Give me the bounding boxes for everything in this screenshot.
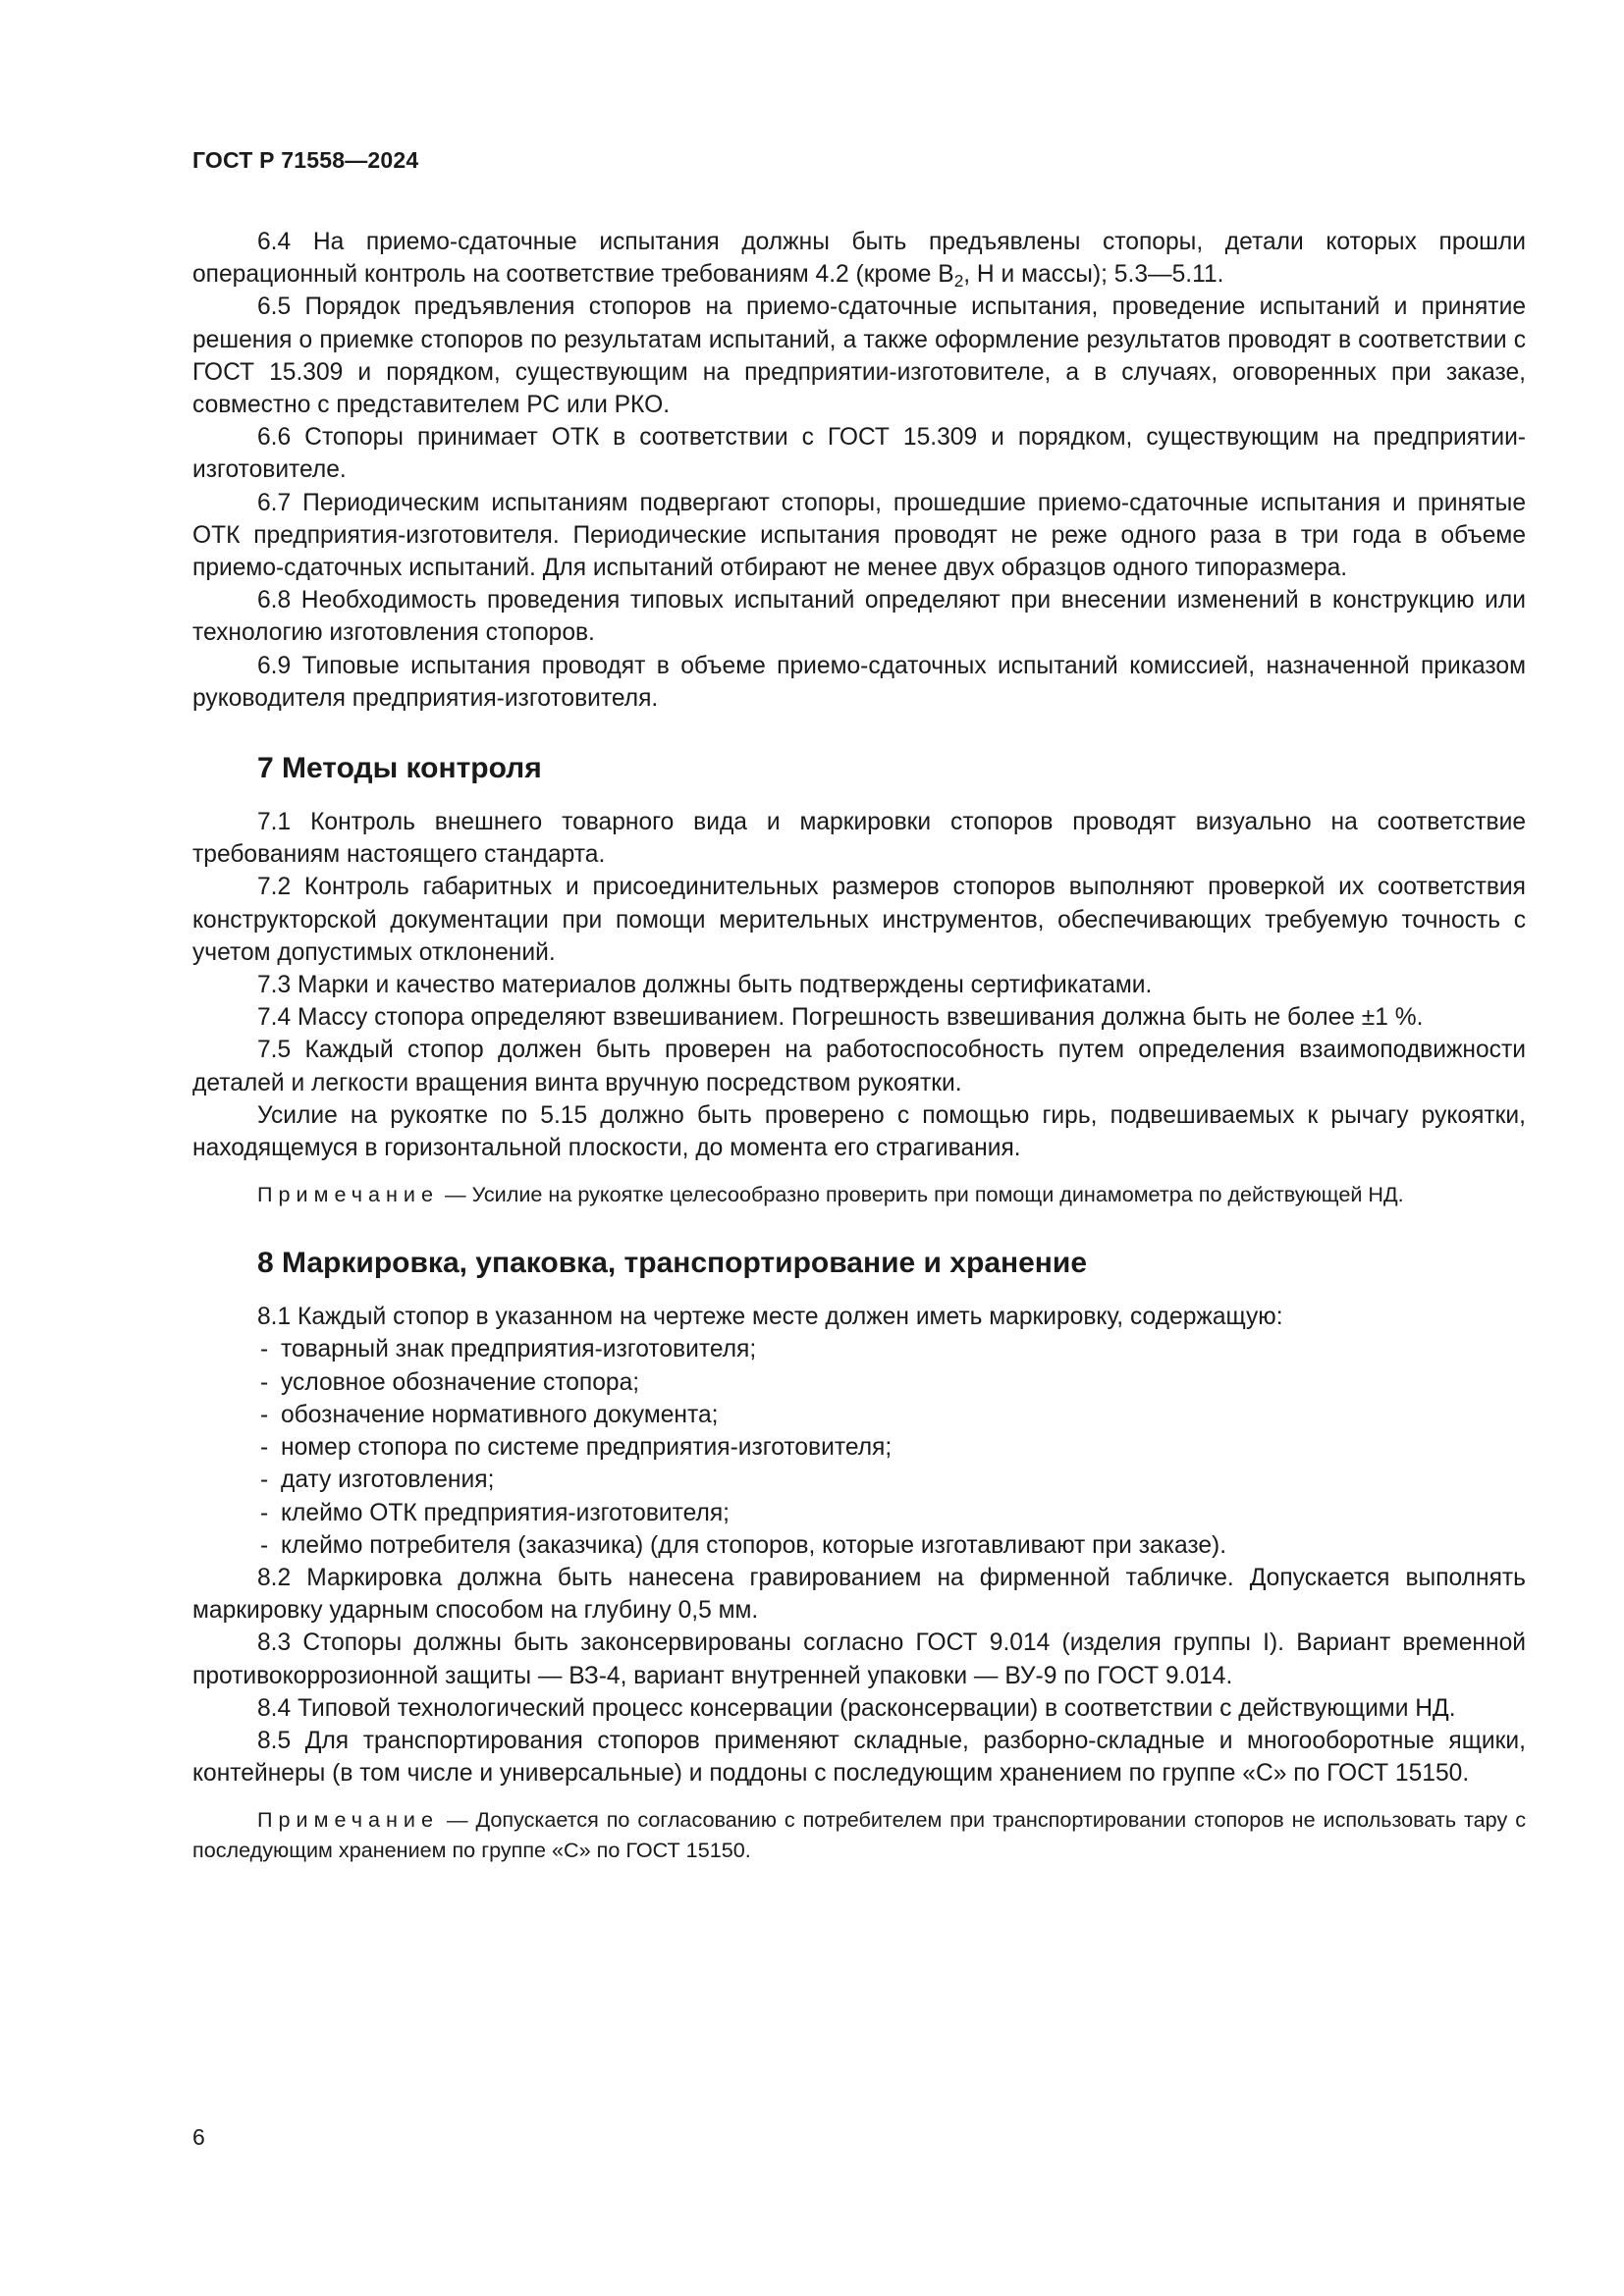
paragraph-6-8: 6.8 Необходимость проведения типовых испытаний определяют при внесении изменений в конструкцию или технологию изготовления стопоров.: [192, 587, 1526, 647]
list-item: - клеймо потребителя (заказчика) (для стопоров, которые изготавливают при заказе).: [260, 1531, 1227, 1559]
page-number: 6: [192, 2124, 205, 2150]
note-section-8: [192, 1804, 1526, 1865]
paragraph-6-9: 6.9 Типовые испытания проводят в объеме приемо-сдаточных испытаний комиссией, назначенной приказом руководителя предприятия-изготовителя.: [192, 652, 1526, 712]
paragraph-7-2: 7.2 Контроль габаритных и присоединительных размеров стопоров выполняют проверкой их соответствия конструкторской документации при помощи мерительных инструментов, обеспечивающих требуемую точность с учетом допустимых отклонений.: [192, 874, 1526, 966]
subscript-2: 2: [953, 271, 964, 292]
list-item: - номер стопора по системе предприятия-изготовителя;: [260, 1434, 893, 1462]
list-item: - дату изготовления;: [260, 1467, 495, 1494]
list-item: - клеймо ОТК предприятия-изготовителя;: [260, 1499, 730, 1526]
note-section-7: [192, 1179, 1526, 1209]
section-8-title: 8 Маркировка, упаковка, транспортирование и хранение: [257, 1247, 1088, 1280]
document-body: [192, 226, 1526, 1865]
note-text: — Допускается по согласованию с потребителем при транспортировании стопоров не использовать тару с последующим хранением по группе «С» по ГОСТ 15150.: [192, 1807, 1526, 1863]
document-page: [192, 0, 1526, 2296]
list-item: - товарный знак предприятия-изготовителя;: [260, 1336, 757, 1363]
document-code: ГОСТ Р 71558—2024: [192, 147, 419, 173]
list-item: - условное обозначение стопора;: [260, 1368, 640, 1396]
paragraph-7-3: 7.3 Марки и качество материалов должны быть подтверждены сертификатами.: [257, 972, 1153, 999]
paragraph-8-2: 8.2 Маркировка должна быть нанесена гравированием на фирменной табличке. Допускается выполнять маркировку ударным способом на глубину 0,5 мм.: [192, 1564, 1526, 1625]
paragraph-8-3: 8.3 Стопоры должны быть законсервированы согласно ГОСТ 9.014 (изделия группы I). Вариант временной противокоррозионной защиты — ВЗ-4, вариант внутренней упаковки — ВУ-9 по ГОСТ 9.014.: [192, 1629, 1526, 1689]
list-item: - обозначение нормативного документа;: [260, 1401, 719, 1428]
paragraph-7-1: 7.1 Контроль внешнего товарного вида и маркировки стопоров проводят визуально на соответствие требованиям настоящего стандарта.: [192, 809, 1526, 869]
paragraph-7-5-continued: Усилие на рукоятке по 5.15 должно быть проверено с помощью гирь, подвешиваемых к рычагу рукоятки, находящемуся в горизонтальной плоскости, до момента его страгивания.: [192, 1101, 1526, 1162]
paragraph-8-1: 8.1 Каждый стопор в указанном на чертеже месте должен иметь маркировку, содержащую:: [257, 1304, 1283, 1331]
paragraph-8-5: 8.5 Для транспортирования стопоров применяют складные, разборно-складные и многооборотные ящики, контейнеры (в том числе и универсальные) и поддоны с последующим хранением по группе «С» по ГОСТ 15150.: [192, 1727, 1526, 1788]
section-7-title: 7 Методы контроля: [257, 752, 542, 785]
paragraph-6-6: 6.6 Стопоры принимает ОТК в соответствии с ГОСТ 15.309 и порядком, существующим на предприятии-изготовителе.: [192, 424, 1526, 484]
note-label: Примечание: [257, 1182, 439, 1207]
paragraph-6-4-text: 6.4 На приемо-сдаточные испытания должны быть предъявлены стопоры, детали которых прошли операционный контроль на соответствие требованиям 4.2 (кроме B: [192, 229, 1526, 289]
marking-list: [192, 1333, 1526, 1561]
paragraph-6-4: [192, 226, 1526, 291]
note-label: Примечание: [257, 1807, 439, 1833]
note-text: — Усилие на рукоятке целесообразно проверить при помощи динамометра по действующей НД.: [439, 1182, 1404, 1207]
paragraph-6-7: 6.7 Периодическим испытаниям подвергают стопоры, прошедшие приемо-сдаточные испытания и принятые ОТК предприятия-изготовителя. Периодические испытания проводят не реже одного раза в три года в объеме приемо-сдаточных испытаний. Для испытаний отбирают не менее двух образцов одного типоразмера.: [192, 489, 1526, 582]
paragraph-6-5: 6.5 Порядок предъявления стопоров на приемо-сдаточные испытания, проведение испытаний и принятие решения о приемке стопоров по результатам испытаний, а также оформление результатов проводят в соответствии с ГОСТ 15.309 и порядком, существующим на предприятии-изготовителе, а в случаях, оговоренных при заказе, совместно с представителем РС или РКО.: [192, 294, 1526, 419]
paragraph-8-4: 8.4 Типовой технологический процесс консервации (расконсервации) в соответствии с действующими НД.: [257, 1694, 1456, 1722]
paragraph-7-4: 7.4 Массу стопора определяют взвешиванием. Погрешность взвешивания должна быть не более ±1 %.: [257, 1004, 1424, 1032]
paragraph-6-4-tail: , Н и массы); 5.3—5.11.: [963, 261, 1224, 289]
paragraph-7-5: 7.5 Каждый стопор должен быть проверен на работоспособность путем определения взаимоподвижности деталей и легкости вращения винта вручную посредством рукоятки.: [192, 1037, 1526, 1096]
